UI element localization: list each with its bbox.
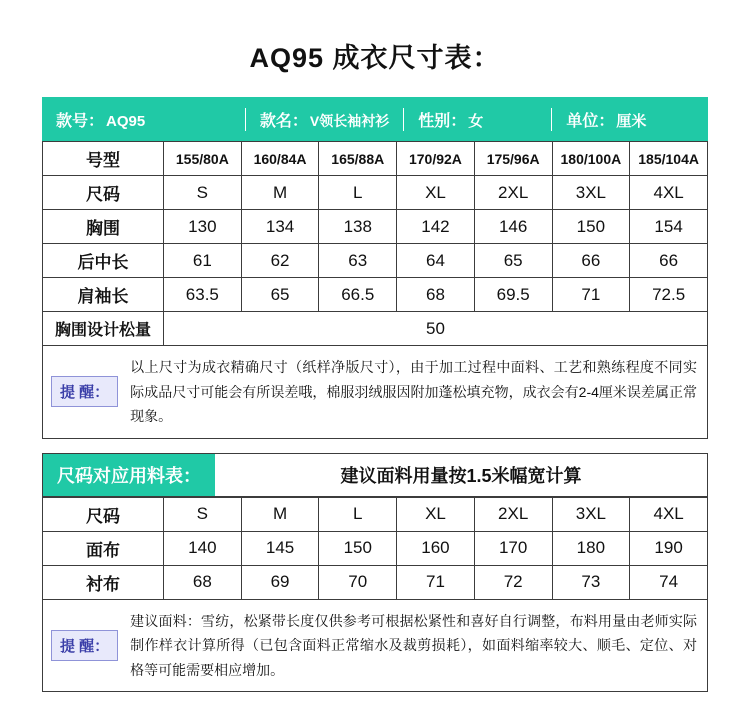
table-row (43, 176, 708, 210)
measurement-table (42, 141, 708, 346)
cell: 4XL (630, 497, 708, 531)
table-row (43, 565, 708, 599)
cell: 150 (319, 531, 397, 565)
cell: 73 (552, 565, 630, 599)
cell: L (319, 497, 397, 531)
cell: 160 (397, 531, 475, 565)
cell: 138 (319, 210, 397, 244)
unit-cell (551, 108, 708, 131)
fabric-table (42, 497, 708, 600)
style-name-cell (245, 108, 403, 131)
cell: 66 (630, 244, 708, 278)
note-tag: 提 醒： (51, 376, 118, 407)
cell: 69.5 (474, 278, 552, 312)
table-row (43, 210, 708, 244)
row-header: 面布 (43, 531, 164, 565)
fabric-section-tag: 尺码对应用料表： (43, 454, 215, 496)
unit-label: 单位： (566, 112, 615, 130)
cell: 142 (397, 210, 475, 244)
cell: 71 (552, 278, 630, 312)
cell: M (241, 176, 319, 210)
cell: 165/88A (319, 142, 397, 176)
cell: 70 (319, 565, 397, 599)
cell: 66 (552, 244, 630, 278)
cell: S (164, 497, 242, 531)
cell: 180/100A (552, 142, 630, 176)
cell: 3XL (552, 497, 630, 531)
cell: 3XL (552, 176, 630, 210)
table-row (43, 278, 708, 312)
row-header: 胸围设计松量 (43, 312, 164, 346)
row-header: 尺码 (43, 176, 164, 210)
page-title: AQ95 成衣尺寸表： (249, 43, 501, 73)
note-tag: 提 醒： (51, 630, 118, 661)
cell: 2XL (474, 497, 552, 531)
fabric-section-subtitle: 建议面料用量按1.5米幅宽计算 (340, 465, 582, 486)
note-text: 以上尺寸为成衣精确尺寸（纸样净版尺寸），由于加工过程中面料、工艺和熟练程度不同实际成品尺寸可能会有所误差哦，棉服羽绒服因附加蓬松填充物，成衣会有2-4厘米误差属正常现象。 (130, 359, 697, 424)
table-row-ease (43, 312, 708, 346)
style-name-label: 款名： (259, 112, 308, 130)
cell: 74 (630, 565, 708, 599)
cell: 134 (241, 210, 319, 244)
cell: 175/96A (474, 142, 552, 176)
cell: 62 (241, 244, 319, 278)
cell: 170/92A (397, 142, 475, 176)
cell: M (241, 497, 319, 531)
cell: 72 (474, 565, 552, 599)
cell: 65 (474, 244, 552, 278)
cell: 72.5 (630, 278, 708, 312)
cell: 65 (241, 278, 319, 312)
cell: 154 (630, 210, 708, 244)
table-row (43, 497, 708, 531)
style-no-cell (42, 108, 245, 131)
spacer (42, 439, 708, 453)
cell: 190 (630, 531, 708, 565)
cell-ease-value: 50 (164, 312, 708, 346)
cell: 160/84A (241, 142, 319, 176)
cell: 170 (474, 531, 552, 565)
cell: 145 (241, 531, 319, 565)
gender-cell (403, 108, 551, 131)
table-row (43, 531, 708, 565)
cell: 150 (552, 210, 630, 244)
cell: 4XL (630, 176, 708, 210)
row-header: 号型 (43, 142, 164, 176)
cell: 185/104A (630, 142, 708, 176)
style-no-value: AQ95 (106, 112, 146, 130)
cell: 68 (164, 565, 242, 599)
fabric-section-header (42, 453, 708, 497)
cell: 146 (474, 210, 552, 244)
row-header: 后中长 (43, 244, 164, 278)
unit-value: 厘米 (616, 112, 647, 130)
table-row (43, 244, 708, 278)
cell: XL (397, 497, 475, 531)
note-text: 建议面料：雪纺，松紧带长度仅供参考可根据松紧性和喜好自行调整，布料用量由老师实际制作样衣计算所得（已包含面料正常缩水及裁剪损耗），如面料缩率较大、顺毛、定位、对格等可能需要相应增加。 (130, 612, 697, 678)
cell: 71 (397, 565, 475, 599)
gender-value: 女 (468, 112, 484, 130)
row-header: 衬布 (43, 565, 164, 599)
note-block-1 (42, 346, 708, 439)
cell: 64 (397, 244, 475, 278)
cell: 69 (241, 565, 319, 599)
row-header: 肩袖长 (43, 278, 164, 312)
cell: 2XL (474, 176, 552, 210)
cell: 61 (164, 244, 242, 278)
cell: 66.5 (319, 278, 397, 312)
gender-label: 性别： (418, 112, 467, 130)
cell: XL (397, 176, 475, 210)
cell: 63 (319, 244, 397, 278)
table-row (43, 142, 708, 176)
cell: 130 (164, 210, 242, 244)
cell: 63.5 (164, 278, 242, 312)
note-block-2 (42, 600, 708, 693)
style-name-value: V领长袖衬衫 (309, 112, 390, 129)
cell: 68 (397, 278, 475, 312)
row-header: 胸围 (43, 210, 164, 244)
style-no-label: 款号： (56, 112, 105, 130)
style-info-header (42, 97, 708, 141)
cell: L (319, 176, 397, 210)
cell: 180 (552, 531, 630, 565)
cell: 155/80A (164, 142, 242, 176)
cell: 140 (164, 531, 242, 565)
cell: S (164, 176, 242, 210)
row-header: 尺码 (43, 497, 164, 531)
